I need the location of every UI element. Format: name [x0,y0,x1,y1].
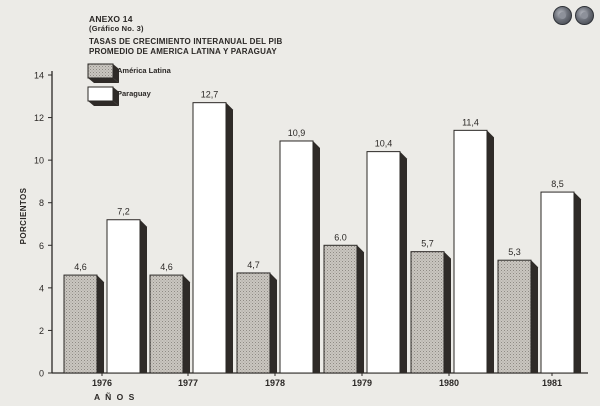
data-label: 10,4 [374,138,393,149]
x-tick-label: 1978 [264,378,286,388]
y-axis-title: PORCIENTOS [19,187,28,245]
bar-shadow [140,220,147,373]
x-tick-label: 1979 [351,378,373,388]
annex-label: ANEXO 14 [89,14,133,24]
bar-shadow [270,273,277,373]
bar-america-latina [64,275,97,373]
bar-shadow [531,260,538,373]
bar-america-latina [324,245,357,373]
chart-title-line-2: PROMEDIO DE AMERICA LATINA Y PARAGUAY [89,47,277,56]
bar-shadow [444,252,451,373]
bar-shadow [183,275,190,373]
bar-paraguay [280,141,313,373]
x-axis-title: A Ñ O S [94,392,136,402]
bar-paraguay [367,152,400,373]
x-tick-label: 1980 [438,378,460,388]
x-tick-label: 1981 [541,378,563,388]
data-label: 12,7 [200,89,219,100]
data-label: 4,6 [160,262,173,273]
y-tick-label: 10 [33,155,44,166]
bar-shadow [226,103,233,373]
bar-shadow [97,275,104,373]
legend-label: América Latina [117,66,171,75]
bar-shadow [400,152,407,373]
data-label: 11,4 [462,117,479,128]
chart-legend [88,64,172,106]
chart-title-line-1: TASAS DE CRECIMIENTO INTERANUAL DEL PIB [89,37,283,46]
bar-paraguay [107,220,140,373]
y-tick-label: 2 [38,325,44,336]
y-tick-label: 6 [38,240,44,251]
data-label: 6.0 [334,232,347,243]
legend-label: Paraguay [117,89,151,98]
data-label: 5,7 [421,238,434,249]
data-label: 5,3 [508,247,521,258]
data-label: 4,6 [74,262,87,273]
bar-paraguay [541,192,574,373]
legend-swatch-america-latina [88,64,113,78]
y-tick-label: 0 [38,368,44,379]
y-tick-label: 12 [33,113,44,124]
bar-paraguay [454,130,487,373]
bar-shadow [574,192,581,373]
y-tick-label: 8 [38,198,44,209]
data-label: 10,9 [287,127,306,138]
data-label: 7,2 [117,206,130,217]
bar-shadow [357,245,364,373]
x-tick-label: 1977 [177,378,199,388]
bar-america-latina [150,275,183,373]
bar-shadow [487,130,494,373]
data-label: 8,5 [551,179,564,190]
y-tick-label: 4 [38,283,44,294]
bar-america-latina [411,252,444,373]
y-tick-label: 14 [33,70,44,81]
legend-swatch-paraguay [88,87,113,101]
bar-shadow [313,141,320,373]
bar-america-latina [498,260,531,373]
chart-number: (Gráfico No. 3) [89,24,144,33]
bar-america-latina [237,273,270,373]
bar-paraguay [193,103,226,373]
data-label: 4,7 [247,259,260,270]
chart-bars [64,103,581,373]
x-tick-label: 1976 [91,378,113,388]
